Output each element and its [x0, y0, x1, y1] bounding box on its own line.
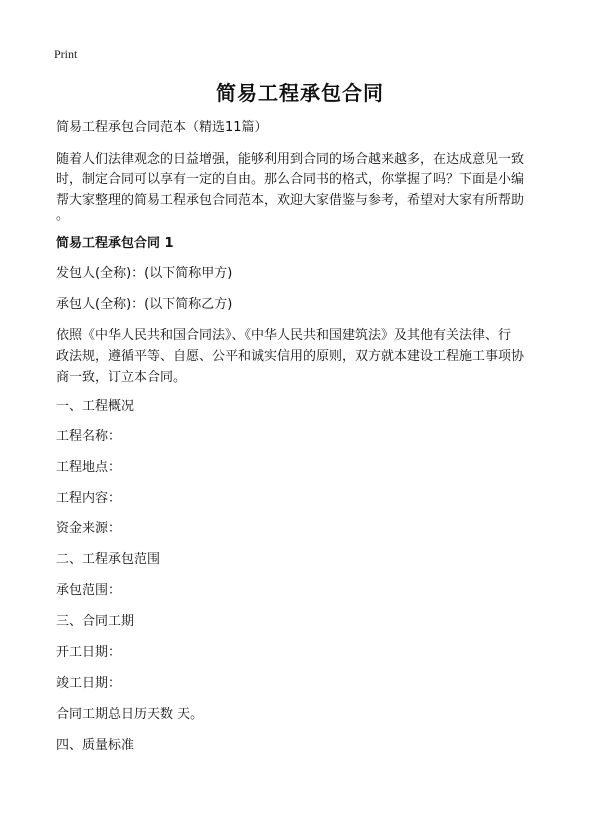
item-line: 合同工期总日历天数 天。 — [56, 707, 204, 722]
print-link[interactable]: Print — [54, 47, 78, 61]
item-line: 四、质量标准 — [56, 738, 135, 753]
basis-line-1: 依照《中华人民共和国合同法》、《中华人民共和国建筑法》及其他有关法律、行 — [56, 328, 512, 343]
intro-line-3: 帮大家整理的简易工程承包合同范本，欢迎大家借鉴与参考，希望对大家有所帮助 — [56, 193, 525, 208]
basis-line-2: 政法规，遵循平等、自愿、公平和诚实信用的原则，双方就本建设工程施工事项协 — [56, 349, 525, 364]
item-line: 一、工程概况 — [56, 399, 135, 414]
item-line: 竣工日期： — [56, 676, 122, 691]
item-line: 开工日期： — [56, 645, 122, 660]
intro-line-4: 。 — [56, 208, 70, 223]
item-line: 资金来源： — [56, 521, 122, 536]
item-line: 承包范围： — [56, 583, 122, 598]
item-line: 工程内容： — [56, 491, 122, 506]
item-line: 二、工程承包范围 — [56, 552, 161, 567]
basis-line-3: 商一致，订立本合同。 — [56, 370, 187, 385]
document-subtitle: 简易工程承包合同范本（精选11篇） — [56, 120, 268, 135]
item-line: 工程地点： — [56, 460, 122, 475]
section-heading: 简易工程承包合同 1 — [56, 236, 174, 251]
intro-line-1: 随着人们法律观念的日益增强，能够利用到合同的场合越来越多，在达成意见一致 — [56, 152, 525, 167]
intro-line-2: 时，制定合同可以享有一定的自由。那么合同书的格式，你掌握了吗？下面是小编 — [56, 172, 525, 187]
item-line: 工程名称： — [56, 429, 122, 444]
item-line: 三、合同工期 — [56, 614, 135, 629]
party-b-line: 承包人(全称)：(以下简称乙方) — [56, 297, 233, 312]
party-a-line: 发包人(全称)：(以下简称甲方) — [56, 266, 233, 281]
page-title: 简易工程承包合同 — [216, 81, 384, 105]
